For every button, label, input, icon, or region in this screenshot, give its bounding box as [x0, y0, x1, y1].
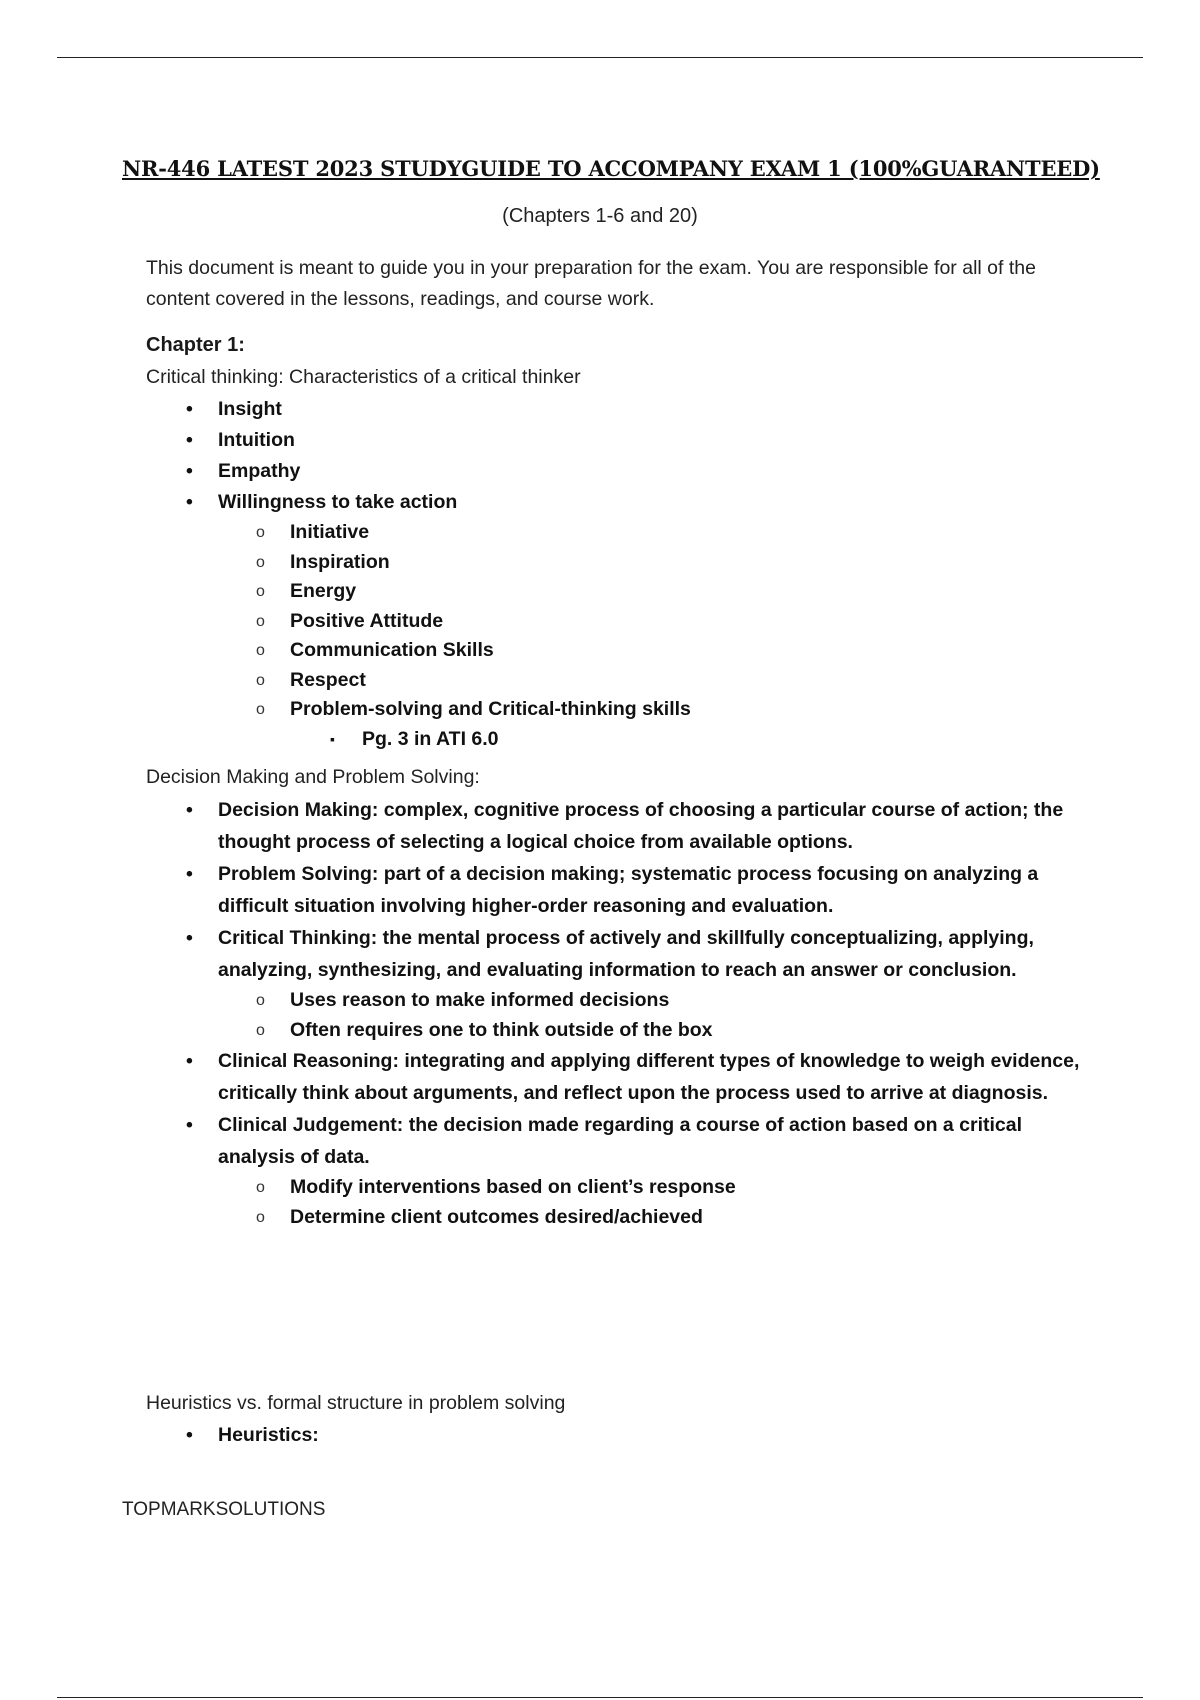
critical-thinking-heading: Critical thinking: Characteristics of a critical thinker [146, 366, 581, 388]
heuristics-list [218, 1420, 1098, 1451]
critical-thinking-sublist [290, 986, 1098, 1045]
list-item: o Energy [290, 577, 1098, 607]
list-item: o Communication Skills [290, 636, 1098, 666]
list-item: o Problem-solving and Critical-thinking skills ▪ Pg. 3 in ATI 6.0 [290, 695, 1098, 754]
list-item: • Empathy [218, 456, 1098, 487]
decision-making-heading: Decision Making and Problem Solving: [146, 766, 480, 788]
list-item: o Modify interventions based on client’s response [290, 1173, 1098, 1203]
list-item: o Often requires one to think outside of the box [290, 1016, 1098, 1046]
document-subtitle: (Chapters 1-6 and 20) [502, 205, 698, 227]
bottom-rule [57, 1697, 1143, 1698]
list-item: • Clinical Reasoning: integrating and applying different types of knowledge to weigh evidence, critically think about arguments, and reflect upon the process used to arrive at diagnosis. [218, 1045, 1098, 1109]
top-rule [57, 57, 1143, 58]
list-item: o Initiative [290, 518, 1098, 548]
footer-brand: TOPMARKSOLUTIONS [122, 1499, 326, 1520]
chapter-1-heading: Chapter 1: [146, 334, 245, 356]
list-item: • Problem Solving: part of a decision making; systematic process focusing on analyzing a difficult situation involving higher-order reasoning and evaluation. [218, 858, 1098, 922]
list-item: • Insight [218, 394, 1098, 425]
intro-paragraph: This document is meant to guide you in your preparation for the exam. You are responsible for all of the content covered in the lessons, readings, and course work. [146, 257, 1036, 310]
list-item: • Willingness to take action o Initiative o Inspiration o Energy o Positive Attitude o Communication Skills o Respect o Problem-solving and Critical-thinking skills ▪ Pg. 3 in ATI 6.0 [218, 487, 1098, 754]
list-item: ▪ Pg. 3 in ATI 6.0 [362, 725, 1098, 754]
list-item: • Heuristics: [218, 1420, 1098, 1451]
list-item: o Uses reason to make informed decisions [290, 986, 1098, 1016]
list-item: • Intuition [218, 425, 1098, 456]
list-item: • Clinical Judgement: the decision made regarding a course of action based on a critical analysis of data. o Modify interventions based on client’s response o Determine client outcomes desired/achieved [218, 1109, 1098, 1232]
willingness-sublist [290, 518, 1098, 754]
list-item: o Determine client outcomes desired/achieved [290, 1203, 1098, 1233]
list-item: o Inspiration [290, 548, 1098, 578]
list-item: • Decision Making: complex, cognitive process of choosing a particular course of action; the thought process of selecting a logical choice from available options. [218, 794, 1098, 858]
document-title: NR-446 LATEST 2023 STUDYGUIDE TO ACCOMPANY EXAM 1 (100%GUARANTEED) [122, 156, 1100, 181]
list-item: o Positive Attitude [290, 607, 1098, 637]
problem-solving-sublist [362, 725, 1098, 754]
clinical-judgement-sublist [290, 1173, 1098, 1232]
critical-thinker-characteristics-list [218, 394, 1098, 754]
heuristics-heading: Heuristics vs. formal structure in problem solving [146, 1392, 566, 1414]
list-item: o Respect [290, 666, 1098, 696]
decision-making-list [218, 794, 1098, 1232]
list-item: • Critical Thinking: the mental process of actively and skillfully conceptualizing, applying, analyzing, synthesizing, and evaluating information to reach an answer or conclusion. o Uses reason to make informed decisions o Often requires one to think outside of the box [218, 922, 1098, 1045]
